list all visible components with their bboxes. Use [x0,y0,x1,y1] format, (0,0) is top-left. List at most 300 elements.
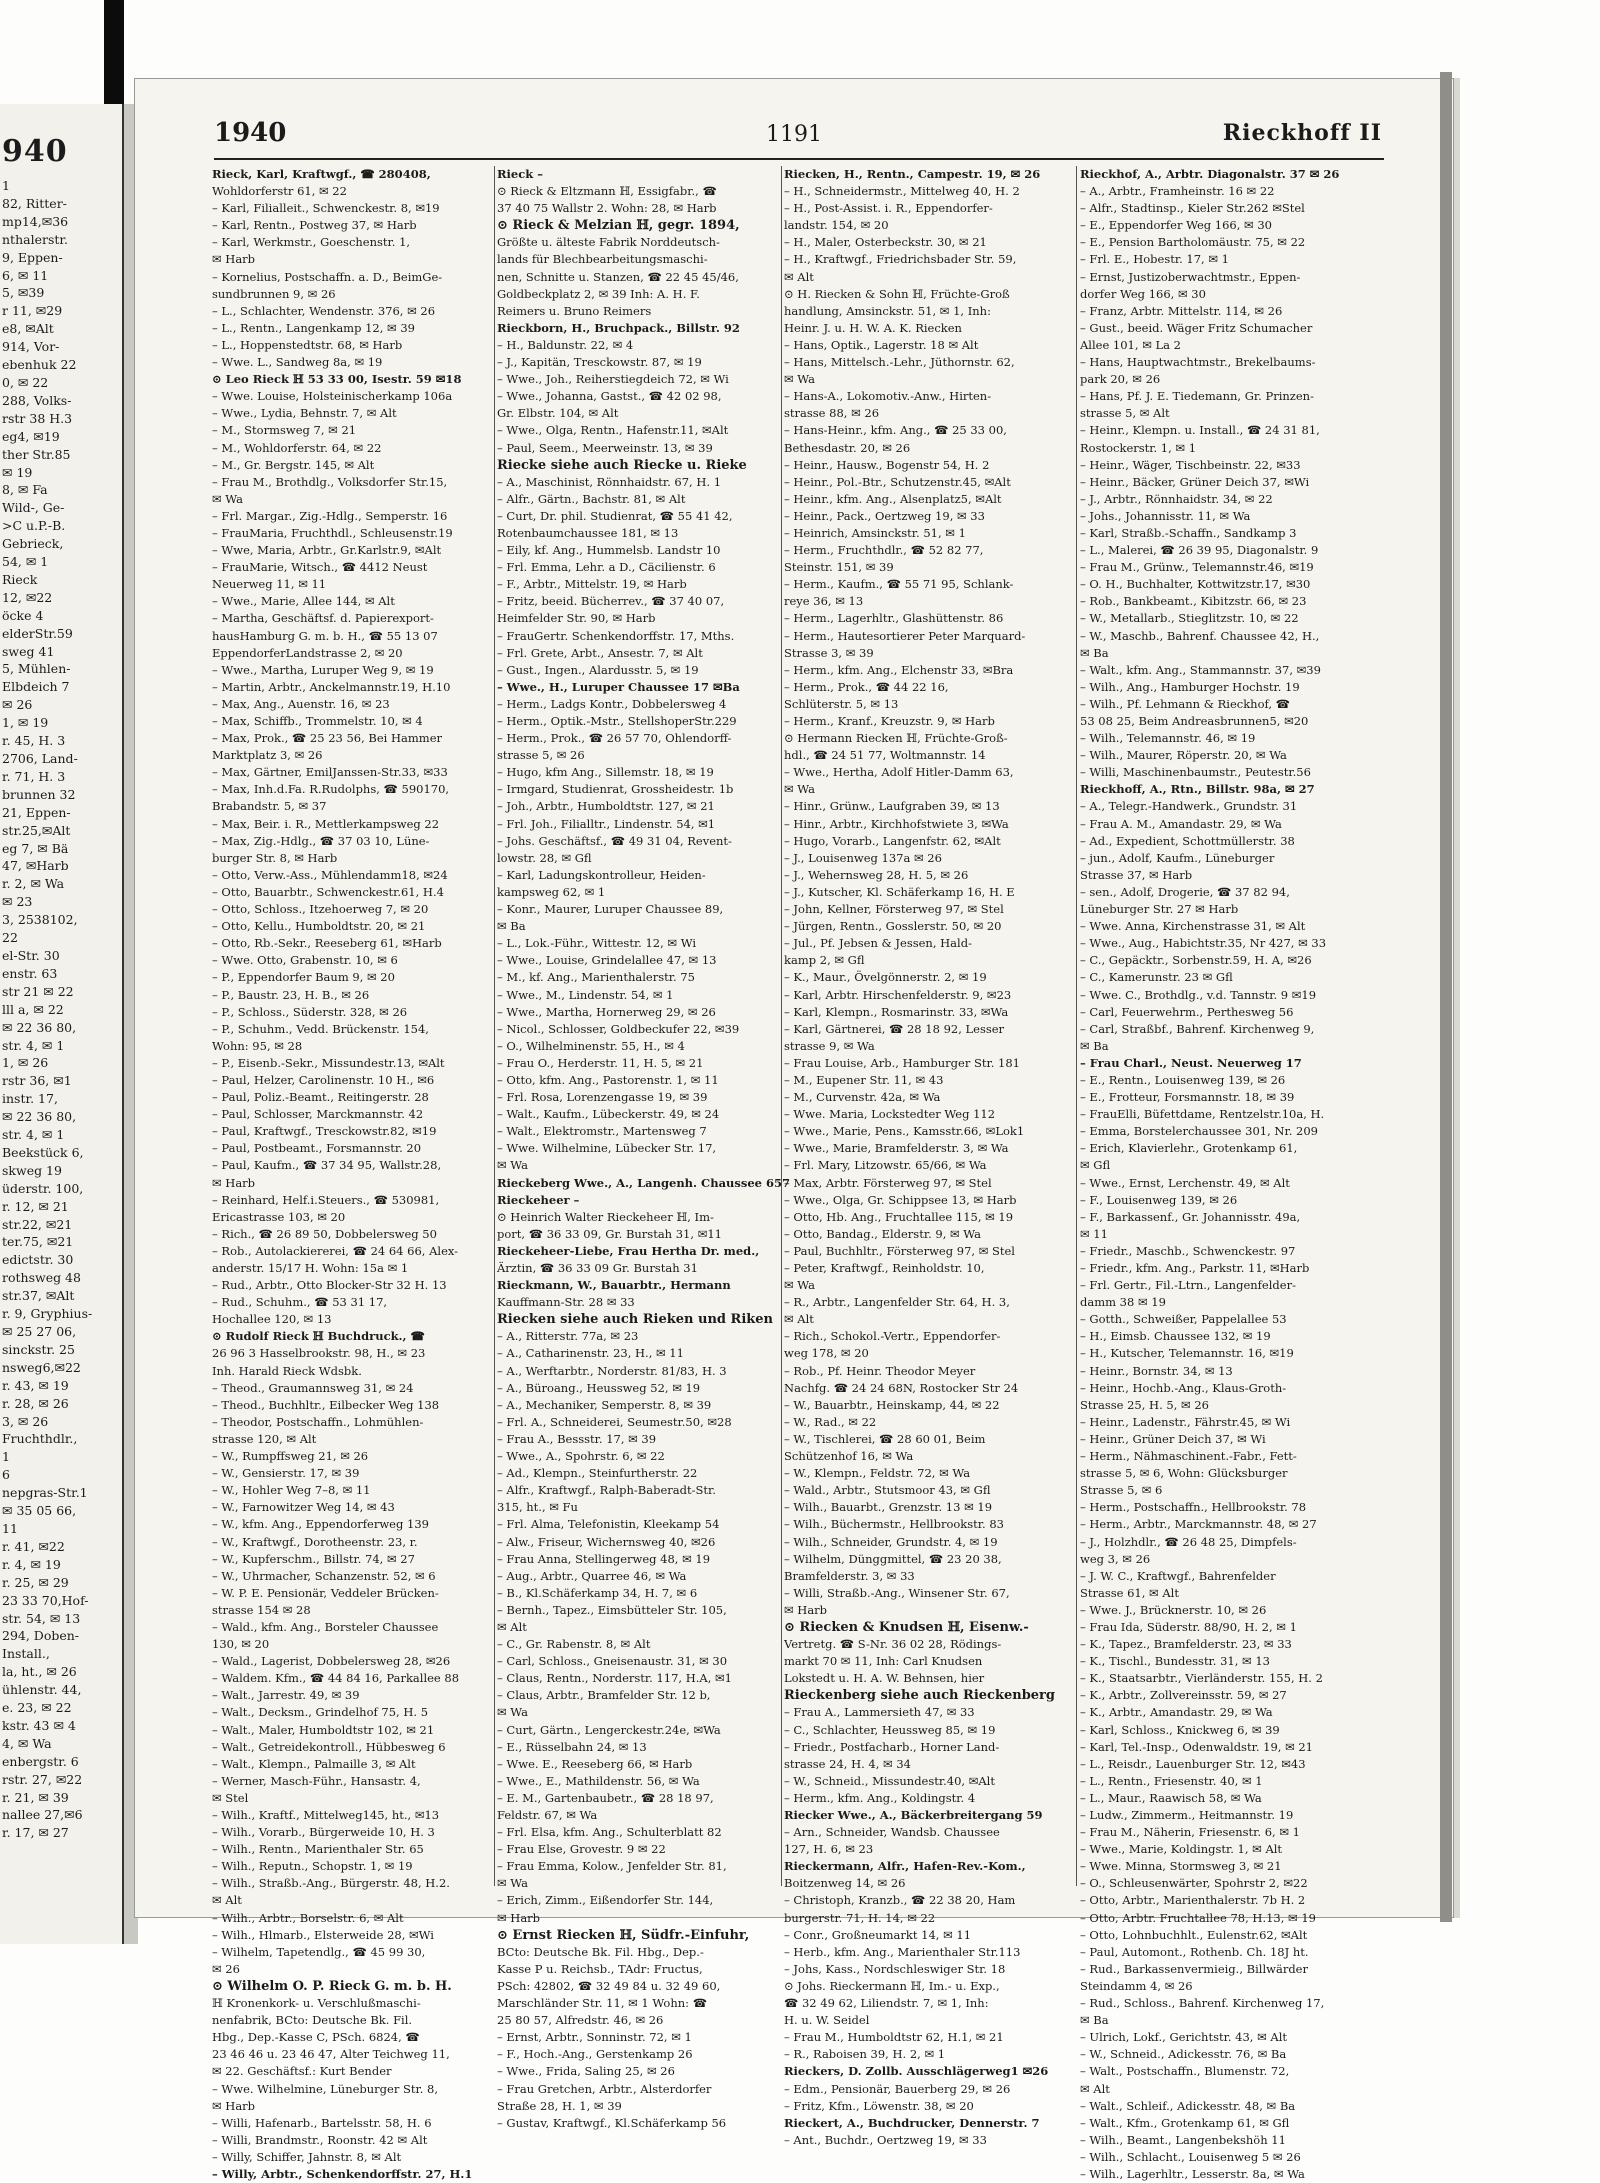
directory-entry: lands für Blechbearbeitungsmaschi- [497,252,708,267]
column-divider [494,166,495,1886]
directory-entry: – Wald., Lagerist, Dobbelersweg 28, ✉26 [212,1654,451,1669]
directory-entry: – Rud., Arbtr., Otto Blocker-Str 32 H. 13 [212,1278,447,1293]
directory-entry: – Karl, Schloss., Knickweg 6, ✉ 39 [1080,1722,1280,1737]
previous-page-line: Fruchthdlr., [2,1431,78,1447]
directory-entry: – Wwe. Wilhelmine, Lübecker Str. 17, [497,1141,717,1156]
directory-entry: strasse 88, ✉ 26 [784,406,880,421]
directory-entry: – Wilh., Schlacht., Louisenweg 5 ✉ 26 [1080,2149,1301,2164]
directory-entry: – K., Arbtr., Amandastr. 29, ✉ Wa [1080,1705,1273,1720]
directory-entry: – Wwe., Aug., Habichtstr.35, Nr 427, ✉ 33 [1080,936,1327,951]
directory-entry: – Otto, Bauarbtr., Schwenckestr.61, H.4 [212,884,444,899]
directory-entry: – Wilhelm, Dünggmittel, ☎ 23 20 38, [784,1551,1002,1566]
previous-page-line: str. 4, ✉ 1 [2,1037,65,1053]
directory-entry: – W., Maschb., Bahrenf. Chaussee 42, H., [1080,628,1320,643]
directory-entry: – Hugo, Vorarb., Langenfstr. 62, ✉Alt [784,833,1001,848]
directory-entry: – Frl. Margar., Zig.-Hdlg., Semperstr. 16 [212,508,448,523]
previous-page-line: r. 71, H. 3 [2,768,66,784]
directory-entry: – Wilh., Reputn., Schopstr. 1, ✉ 19 [212,1859,413,1874]
previous-page-line: Gebrieck, [2,536,64,552]
directory-heading-entry: Rieck, Karl, Kraftwgf., ☎ 280408, [212,167,431,181]
previous-page-line: ✉ 26 [2,697,33,713]
directory-entry: Gr. Elbstr. 104, ✉ Alt [497,406,619,421]
directory-entry: ✉ Wa [784,372,815,387]
directory-entry: Strasse 5, ✉ 6 [1080,1483,1163,1498]
directory-entry: – Herm., Prok., ☎ 26 57 70, Ohlendorff- [497,731,732,746]
directory-entry: – M., Curvenstr. 42a, ✉ Wa [784,1090,941,1105]
scan-edge-bar [104,0,124,104]
previous-page-line: rstr 36, ✉1 [2,1073,72,1089]
previous-page-line: ✉ 25 27 06, [2,1324,77,1339]
directory-entry: – Frl. Mary, Litzowstr. 65/66, ✉ Wa [784,1158,987,1173]
directory-entry: – M., Gr. Bergstr. 145, ✉ Alt [212,457,375,472]
directory-entry: – W., Schneid., Adickesstr. 76, ✉ Ba [1080,2047,1287,2062]
previous-page-line: r. 9, Gryphius- [2,1306,93,1322]
directory-entry: – Heinr., Bäcker, Grüner Deich 37, ✉Wi [1080,474,1310,489]
directory-entry: – M., Eupener Str. 11, ✉ 43 [784,1072,944,1087]
directory-entry: ✉ Alt [1080,2081,1110,2096]
directory-entry: ✉ 11 [1080,1226,1108,1241]
directory-entry: ✉ Wa [497,1705,528,1720]
previous-page-line: 82, Ritter- [2,195,67,211]
directory-entry: – FrauGertr. Schenkendorffstr. 17, Mths. [497,628,735,643]
directory-entry: weg 178, ✉ 20 [784,1346,869,1361]
previous-page-line: >C u.P.-B. [2,518,66,534]
directory-entry: Strasse 3, ✉ 39 [784,645,874,660]
directory-entry: – Karl, Filialleit., Schwenckestr. 8, ✉19 [212,201,440,216]
directory-entry: – Rud., Schuhm., ☎ 53 31 17, [212,1295,388,1310]
directory-entry: – Frau M., Humboldtstr 62, H.1, ✉ 21 [784,2030,1004,2045]
directory-entry: Lokstedt u. H. A. W. Behnsen, hier [784,1671,985,1686]
directory-entry: – Theod., Buchhltr., Eilbecker Weg 138 [212,1397,440,1412]
directory-entry: – FrauMarie, Witsch., ☎ 4412 Neust [212,560,428,575]
directory-entry: – Heinrich, Amsinckstr. 51, ✉ 1 [784,525,966,540]
directory-entry: – Max, Arbtr. Försterweg 97, ✉ Stel [784,1175,992,1190]
directory-entry: – Hinr., Grünw., Laufgraben 39, ✉ 13 [784,799,1000,814]
directory-entry: – Wwe., Johanna, Gastst., ☎ 42 02 98, [497,389,722,404]
directory-entry: – Herm., kfm. Ang., Koldingstr. 4 [784,1790,976,1805]
directory-entry: – Johs. Geschäftsf., ☎ 49 31 04, Revent- [497,833,732,848]
directory-entry: ✉ Ba [1080,1038,1109,1053]
directory-entry: – Nicol., Schlosser, Goldbeckufer 22, ✉39 [497,1021,740,1036]
directory-entry: – Alfr., Stadtinsp., Kieler Str.262 ✉Stel [1080,201,1305,216]
directory-entry: – Bernh., Tapez., Eimsbütteler Str. 105, [497,1602,727,1617]
directory-entry: – Frau M., Näherin, Friesenstr. 6, ✉ 1 [1080,1825,1300,1840]
directory-entry: – Ad., Expedient, Schottmüllerstr. 38 [1080,833,1295,848]
directory-entry: nenfabrik, BCto: Deutsche Bk. Fil. [212,2013,413,2028]
directory-entry: – Paul, Kraftwgf., Tresckowstr.82, ✉19 [212,1124,437,1139]
directory-entry: – Herm., Ladgs Kontr., Dobbelersweg 4 [497,696,727,711]
directory-entry: – J., Kutscher, Kl. Schäferkamp 16, H. E [784,884,1015,899]
directory-entry: – Hans, Pf. J. E. Tiedemann, Gr. Prinzen- [1080,389,1314,404]
directory-entry: Marschländer Str. 11, ✉ 1 Wohn: ☎ [497,1996,708,2011]
directory-entry: – Otto, Kellu., Humboldtstr. 20, ✉ 21 [212,919,426,934]
directory-entry: – Herm., Nähmaschinent.-Fabr., Fett- [1080,1449,1297,1464]
directory-entry: – R., Arbtr., Langenfelder Str. 64, H. 3, [784,1295,1010,1310]
directory-entry: – A., Mechaniker, Semperstr. 8, ✉ 39 [497,1397,712,1412]
directory-entry: park 20, ✉ 26 [1080,372,1161,387]
directory-entry: – Wald., Arbtr., Stutsmoor 43, ✉ Gfl [784,1483,991,1498]
header-rule [214,158,1384,160]
directory-entry: ⊙ Hermann Riecken ℍ, Früchte-Groß- [784,731,1008,746]
directory-entry: – E., Rüsselbahn 24, ✉ 13 [497,1739,647,1754]
directory-entry: Goldbeckplatz 2, ✉ 39 Inh: A. H. F. [497,286,700,301]
directory-entry: – Heinr., Pack., Oertzweg 19, ✉ 33 [784,508,985,523]
previous-page-line: enstr. 63 [2,965,58,981]
directory-entry: – L., Reisdr., Lauenburger Str. 12, ✉43 [1080,1756,1306,1771]
directory-entry: – Curt, Gärtn., Lengerckestr.24e, ✉Wa [497,1722,721,1737]
previous-page-line: 11 [2,1520,18,1536]
directory-entry: – Wilh., Straßb.-Ang., Bürgerstr. 48, H.2. [212,1876,450,1891]
directory-entry: – Frau O., Herderstr. 11, H. 5, ✉ 21 [497,1055,704,1070]
directory-entry: – Wilh., Arbtr., Borselstr. 6, ✉ Alt [212,1910,404,1925]
directory-entry: – Heinr., Wäger, Tischbeinstr. 22, ✉33 [1080,457,1301,472]
directory-entry: – Heinr., Ladenstr., Fährstr.45, ✉ Wi [1080,1414,1291,1429]
directory-entry: – Heinr., Hochb.-Ang., Klaus-Groth- [1080,1380,1287,1395]
previous-page-line: edictstr. 30 [2,1252,74,1268]
directory-entry: – Wwe., Martha, Luruper Weg 9, ✉ 19 [212,662,434,677]
directory-entry: – Otto, Rb.-Sekr., Reeseberg 61, ✉Harb [212,936,442,951]
directory-heading-entry: ⊙ Rudolf Rieck ℍ Buchdruck., ☎ [212,1329,425,1344]
directory-heading-entry: Rieckert, A., Buchdrucker, Dennerstr. 7 [784,2115,1040,2130]
directory-entry: ✉ Harb [212,2098,256,2113]
previous-page-line: Wild-, Ge- [2,500,65,516]
directory-entry: – Frau Ida, Süderstr. 88/90, H. 2, ✉ 1 [1080,1619,1297,1634]
directory-entry: PSch: 42802, ☎ 32 49 84 u. 32 49 60, [497,1978,721,1993]
directory-entry: – Walt., Kaufm., Lübeckerstr. 49, ✉ 24 [497,1107,720,1122]
directory-entry: – C., Gepäcktr., Sorbenstr.59, H. A, ✉26 [1080,953,1312,968]
directory-entry: – L., Malerei, ☎ 26 39 95, Diagonalstr. 9 [1080,543,1319,558]
directory-entry: nen, Schnitte u. Stanzen, ☎ 22 45 45/46, [497,269,739,284]
directory-entry: – P., Eppendorfer Baum 9, ✉ 20 [212,970,395,985]
directory-entry: – Heinr., Grüner Deich 37, ✉ Wi [1080,1431,1266,1446]
directory-entry: – Max, Schiffb., Trommelstr. 10, ✉ 4 [212,714,423,728]
directory-heading-entry: Rieckmann, W., Bauarbtr., Hermann [497,1278,731,1293]
directory-entry: – Frau A. M., Amandastr. 29, ✉ Wa [1080,816,1282,831]
directory-entry: – Ad., Klempn., Steinfurtherstr. 22 [497,1466,698,1481]
directory-entry: – Walt., Klempn., Palmaille 3, ✉ Alt [212,1756,416,1771]
directory-entry: – P., Eisenb.-Sekr., Missundestr.13, ✉Alt [212,1055,445,1070]
directory-entry: – Frau Else, Grovestr. 9 ✉ 22 [497,1842,666,1857]
directory-entry: – Wwe., Marie, Bramfelderstr. 3, ✉ Wa [784,1141,1009,1156]
directory-entry: sundbrunnen 9, ✉ 26 [212,286,336,301]
directory-entry: – Heinr., kfm. Ang., Alsenplatz5, ✉Alt [784,491,1002,506]
directory-entry: – Frl. Gertr., Fil.-Ltrn., Langenfelder- [1080,1278,1296,1293]
directory-heading-entry: Rieckers, D. Zollb. Ausschlägerweg1 ✉26 [784,2064,1049,2079]
directory-entry: – Rob., Pf. Heinr. Theodor Meyer [784,1363,976,1378]
directory-entry: 37 40 75 Wallstr 2. Wohn: 28, ✉ Harb [497,201,717,216]
directory-heading-entry: – Frau Charl., Neust. Neuerweg 17 [1080,1055,1302,1070]
directory-entry: – W., Tischlerei, ☎ 28 60 01, Beim [784,1431,986,1446]
directory-entry: – Wwe. Otto, Grabenstr. 10, ✉ 6 [212,953,398,968]
directory-entry: – Walt., kfm. Ang., Stammannstr. 37, ✉39 [1080,662,1321,677]
directory-entry: – Rud., Barkassenvermieig., Billwärder [1080,1961,1308,1976]
directory-entry: – Wwe., Martha, Hornerweg 29, ✉ 26 [497,1004,716,1019]
previous-page-line: ther Str.85 [2,446,71,462]
directory-entry: – Hans, Optik., Lagerstr. 18 ✉ Alt [784,337,979,352]
directory-entry: – Jürgen, Rentn., Gosslerstr. 50, ✉ 20 [784,919,1002,934]
previous-page-line: ✉ 35 05 66, [2,1503,77,1519]
directory-entry: – Wilh., Hlmarb., Elsterweide 28, ✉Wi [212,1927,434,1942]
directory-entry: – Martha, Geschäftsf. d. Papierexport- [212,611,434,626]
previous-page-line: str 21 ✉ 22 [2,983,74,999]
directory-entry: – Wilh., Lagerhltr., Lesserstr. 8a, ✉ Wa [1080,2166,1305,2181]
previous-page-line: ✉ 22 36 80, [2,1019,77,1035]
directory-heading-entry: Riecke siehe auch Riecke u. Rieke [497,457,747,473]
directory-entry: – Wwe., Olga, Gr. Schippsee 13, ✉ Harb [784,1192,1017,1207]
directory-entry: – Wwe, Maria, Arbtr., Gr.Karlstr.9, ✉Alt [212,543,442,558]
directory-entry: – P., Baustr. 23, H. B., ✉ 26 [212,987,370,1002]
directory-entry: handlung, Amsinckstr. 51, ✉ 1, Inh: [784,303,991,318]
directory-entry: – J., Arbtr., Rönnhaidstr. 34, ✉ 22 [1080,491,1273,506]
directory-entry: – Alw., Friseur, Wichernsweg 40, ✉26 [497,1534,716,1549]
directory-entry: – Wilh., Kraftf., Mittelweg145, ht., ✉13 [212,1808,440,1822]
directory-entry: – Frl. Grete, Arbt., Ansestr. 7, ✉ Alt [497,645,703,660]
directory-heading-entry: Riecker Wwe., A., Bäckerbreitergang 59 [784,1808,1043,1822]
directory-column-2 [497,166,790,2130]
previous-page-line: r. 25, ✉ 29 [2,1574,69,1590]
directory-entry: – B., Kl.Schäferkamp 34, H. 7, ✉ 6 [497,1585,698,1600]
directory-entry: – P., Schuhm., Vedd. Brückenstr. 154, [212,1021,429,1036]
previous-page-line: nepgras-Str.1 [2,1485,88,1501]
previous-page-line: el-Str. 30 [2,947,60,963]
directory-entry: ✉ Alt [497,1619,527,1634]
directory-entry: ✉ Wa [497,1158,528,1173]
directory-entry: anderstr. 15/17 H. Wohn: 15a ✉ 1 [212,1261,409,1275]
directory-entry: – Karl, Werkmstr., Goeschenstr. 1, [212,235,411,250]
directory-heading-entry: ⊙ Riecken & Knudsen ℍ, Eisenw.- [784,1619,1029,1635]
directory-entry: – Willi, Maschinenbaumstr., Peutestr.56 [1080,765,1311,780]
column-divider [781,166,782,1886]
directory-entry: – Friedr., Postfacharb., Horner Land- [784,1739,1000,1754]
directory-entry: – Rob., Autolackiererei, ☎ 24 64 66, Alex- [212,1243,459,1258]
directory-entry: Bramfelderstr. 3, ✉ 33 [784,1568,915,1583]
directory-entry: EppendorferLandstrasse 2, ✉ 20 [212,645,403,660]
directory-entry: hausHamburg G. m. b. H., ☎ 55 13 07 [212,628,438,643]
previous-page-line: ✉ 23 [2,894,33,910]
directory-entry: – Wwe. E., Reeseberg 66, ✉ Harb [497,1756,693,1771]
directory-entry: – H., Post-Assist. i. R., Eppendorfer- [784,201,993,216]
previous-page-line: r. 12, ✉ 21 [2,1198,69,1214]
directory-entry: – P., Schloss., Süderstr. 328, ✉ 26 [212,1004,408,1019]
directory-entry: – Max, Ang., Auenstr. 16, ✉ 23 [212,696,390,711]
directory-entry: – Herb., kfm. Ang., Marienthaler Str.113 [784,1944,1021,1959]
directory-heading-entry: – Wwe., H., Luruper Chaussee 17 ✉Ba [497,679,740,694]
previous-page-line: 4, ✉ Wa [2,1735,52,1751]
directory-entry: Strasse 25, H. 5, ✉ 26 [1080,1397,1209,1412]
previous-page-line: ✉ 22 36 80, [2,1109,77,1125]
directory-entry: – O. H., Buchhalter, Kottwitzstr.17, ✉30 [1080,577,1311,592]
directory-entry: – Wilh., Bauarbt., Grenzstr. 13 ✉ 19 [784,1500,993,1515]
directory-entry: – Reinhard, Helf.i.Steuers., ☎ 530981, [212,1192,440,1207]
directory-entry: ✉ Gfl [1080,1158,1111,1173]
directory-entry: Strasse 61, ✉ Alt [1080,1585,1179,1600]
directory-entry: – Wwe., Louise, Grindelallee 47, ✉ 13 [497,953,717,968]
directory-entry: – W., Uhrmacher, Schanzenstr. 52, ✉ 6 [212,1568,436,1583]
directory-entry: – Ludw., Zimmerm., Heitmannstr. 19 [1080,1808,1294,1822]
directory-entry: – C., Schlachter, Heussweg 85, ✉ 19 [784,1722,996,1737]
previous-page-line: rstr. 27, ✉22 [2,1771,83,1787]
directory-entry: Schlüterstr. 5, ✉ 13 [784,696,899,711]
page-year: 1940 [214,118,287,148]
directory-entry: – Joh., Arbtr., Humboldtstr. 127, ✉ 21 [497,799,715,814]
directory-entry: – Wwe. J., Brücknerstr. 10, ✉ 26 [1080,1602,1267,1617]
directory-entry: – Hans, Hauptwachtmstr., Brekelbaums- [1080,355,1316,370]
directory-entry: – Hinr., Arbtr., Kirchhofstwiete 3, ✉Wa [784,816,1009,831]
previous-page-line: ter.75, ✉21 [2,1234,74,1250]
directory-entry: – J., Holzhdlr., ☎ 26 48 25, Dimpfels- [1080,1534,1297,1549]
directory-entry: – Wald., kfm. Ang., Borsteler Chaussee [212,1619,439,1634]
directory-entry: – Herm., Kaufm., ☎ 55 71 95, Schlank- [784,577,1014,592]
directory-entry: landstr. 154, ✉ 20 [784,218,889,233]
directory-entry: 25 80 57, Alfredstr. 46, ✉ 26 [497,2013,664,2028]
directory-entry: strasse 24, H. 4, ✉ 34 [784,1756,911,1771]
directory-entry: weg 3, ✉ 26 [1080,1551,1151,1566]
directory-entry: – Otto, kfm. Ang., Pastorenstr. 1, ✉ 11 [497,1072,719,1087]
directory-entry: – O., Wilhelminenstr. 55, H., ✉ 4 [497,1038,685,1053]
previous-page-line: 3, 2538102, [2,912,78,928]
previous-page-line: str.25,✉Alt [2,822,71,838]
directory-entry: – Hugo, kfm Ang., Sillemstr. 18, ✉ 19 [497,765,714,780]
directory-entry: – Frau A., Bessstr. 17, ✉ 39 [497,1431,657,1446]
previous-page-line: r. 41, ✉22 [2,1538,65,1554]
directory-entry: – Conr., Großneumarkt 14, ✉ 11 [784,1927,972,1942]
directory-entry: – Karl, Tel.-Insp., Odenwaldstr. 19, ✉ 21 [1080,1739,1313,1754]
directory-entry: – Max, Prok., ☎ 25 23 56, Bei Hammer [212,731,443,746]
previous-page-line: sinckstr. 25 [2,1341,75,1357]
previous-page-line: rstr 38 H.3 [2,410,73,426]
directory-entry: – Walt., Jarrestr. 49, ✉ 39 [212,1688,360,1703]
directory-entry: – Otto, Hb. Ang., Fruchtallee 115, ✉ 19 [784,1209,1014,1224]
directory-heading-entry: Rieckborn, H., Bruchpack., Billstr. 92 [497,320,740,335]
directory-heading-entry: Rieckermann, Alfr., Hafen-Rev.-Kom., [784,1859,1026,1874]
directory-entry: ✉ 22. Geschäftsf.: Kurt Bender [212,2064,392,2079]
directory-entry: – W., Kraftwgf., Dorotheenstr. 23, r. [212,1534,418,1549]
directory-entry: burgerstr. 71, H. 14, ✉ 22 [784,1910,936,1925]
directory-entry: – H., Kutscher, Telemannstr. 16, ✉19 [1080,1346,1294,1361]
directory-entry: – Wwe. Wilhelmine, Lüneburger Str. 8, [212,2081,439,2096]
directory-heading-entry: Rieckhoff, A., Rtn., Billstr. 98a, ✉ 27 [1080,782,1315,797]
directory-entry: – W., Kupferschm., Billstr. 74, ✉ 27 [212,1551,415,1566]
previous-page-line: str.22, ✉21 [2,1216,73,1232]
directory-entry: – Jul., Pf. Jebsen & Jessen, Hald- [784,936,972,951]
directory-entry: – Karl, Straßb.-Schaffn., Sandkamp 3 [1080,525,1297,540]
directory-entry: – E., Eppendorfer Weg 166, ✉ 30 [1080,218,1272,233]
previous-page-line: 288, Volks- [2,392,72,408]
directory-entry: – W., Rad., ✉ 22 [784,1414,877,1429]
previous-page-line: 21, Eppen- [2,804,71,820]
directory-entry: – Walt., Maler, Humboldtstr 102, ✉ 21 [212,1722,435,1737]
directory-entry: – Frau M., Brothdlg., Volksdorfer Str.15, [212,474,448,489]
previous-page-line: mp14,✉36 [2,213,69,229]
directory-entry: – Otto, Verw.-Ass., Mühlendamm18, ✉24 [212,867,448,882]
directory-entry: – Hans-Heinr., kfm. Ang., ☎ 25 33 00, [784,423,1007,438]
previous-page-line: skweg 19 [2,1162,62,1178]
directory-entry: – Alfr., Gärtn., Bachstr. 81, ✉ Alt [497,491,686,506]
directory-entry: – Konr., Maurer, Luruper Chaussee 89, [497,902,724,917]
previous-page-line: e. 23, ✉ 22 [2,1700,72,1716]
directory-entry: – Heinr., Klempn. u. Install., ☎ 24 31 81, [1080,423,1320,438]
directory-column-4 [1080,166,1380,2181]
directory-entry: Reimers u. Bruno Reimers [497,303,652,318]
directory-entry: ✉ Harb [212,252,256,267]
directory-entry: – Claus, Arbtr., Bramfelder Str. 12 b, [497,1688,711,1703]
previous-page-line: r 11, ✉29 [2,303,63,319]
previous-page-line: r. 43, ✉ 19 [2,1377,69,1393]
previous-page-line: 3, ✉ 26 [2,1413,49,1429]
directory-entry: ✉ Harb [212,1175,256,1190]
directory-entry: – Paul, Schlosser, Marckmannstr. 42 [212,1107,424,1122]
directory-entry: – Willi, Hafenarb., Bartelsstr. 58, H. 6 [212,2115,432,2130]
directory-entry: – Wwe., M., Lindenstr. 54, ✉ 1 [497,987,674,1002]
previous-page-line: 9, Eppen- [2,249,63,265]
directory-entry: ⊙ H. Riecken & Sohn ℍ, Früchte-Groß [784,286,1010,301]
directory-entry: port, ☎ 36 33 09, Gr. Burstah 31, ✉11 [497,1226,722,1241]
directory-heading-entry: Riecken siehe auch Rieken und Riken [497,1312,773,1328]
directory-entry: – Frl. Alma, Telefonistin, Kleekamp 54 [497,1517,720,1532]
directory-heading-entry: ⊙ Leo Rieck ℍ 53 33 00, Isestr. 59 ✉18 [212,372,462,387]
previous-page-line: ✉ 19 [2,464,33,480]
directory-entry: – Emma, Borstelerchaussee 301, Nr. 209 [1080,1124,1318,1139]
directory-entry: 26 96 3 Hasselbrookstr. 98, H., ✉ 23 [212,1346,426,1361]
directory-entry: – A., Büroang., Heussweg 52, ✉ 19 [497,1380,701,1395]
directory-entry: Hbg., Dep.-Kasse C, PSch. 6824, ☎ [212,2030,420,2045]
directory-entry: strasse 120, ✉ Alt [212,1431,317,1446]
directory-entry: ✉ Wa [497,1876,528,1891]
directory-entry: ✉ Wa [212,491,243,506]
directory-entry: – R., Raboisen 39, H. 2, ✉ 1 [784,2047,946,2062]
previous-page-line: 5, ✉39 [2,285,45,301]
directory-entry: – Carl, Straßbf., Bahrenf. Kirchenweg 9, [1080,1021,1315,1036]
previous-page-line: 294, Doben- [2,1628,80,1644]
previous-page-line: 914, Vor- [2,339,60,355]
directory-entry: – Martin, Arbtr., Anckelmannstr.19, H.10 [212,679,451,694]
previous-page-line: nsweg6,✉22 [2,1359,81,1375]
directory-entry: – Wwe., Marie, Pens., Kamsstr.66, ✉Lok1 [784,1124,1025,1139]
directory-entry: – Herm., Kranf., Kreuzstr. 9, ✉ Harb [784,714,995,728]
directory-entry: – Wilh., Vorarb., Bürgerweide 10, H. 3 [212,1825,435,1840]
directory-entry: – Wwe., Marie, Allee 144, ✉ Alt [212,594,395,609]
previous-page-line: 1 [2,1449,10,1465]
directory-entry: – Otto, Lohnbuchhlt., Eulenstr.62, ✉Alt [1080,1927,1308,1942]
previous-page-line: 54, ✉ 1 [2,554,49,570]
directory-entry: – K., Staatsarbtr., Vierländerstr. 155, H. 2 [1080,1671,1323,1686]
directory-entry: – Frl. Rosa, Lorenzengasse 19, ✉ 39 [497,1090,708,1105]
directory-entry: – Wilh., Maurer, Röperstr. 20, ✉ Wa [1080,748,1287,763]
directory-entry: – Hans-A., Lokomotiv.-Anw., Hirten- [784,389,992,404]
directory-entry: – K., Tapez., Bramfelderstr. 23, ✉ 33 [1080,1637,1292,1652]
previous-page-line: nallee 27,✉6 [2,1807,83,1823]
directory-entry: – W., Gensierstr. 17, ✉ 39 [212,1466,360,1481]
directory-entry: – E., Pension Bartholomäustr. 75, ✉ 22 [1080,235,1306,250]
directory-entry: – A., Maschinist, Rönnhaidstr. 67, H. 1 [497,474,722,489]
directory-entry: Ärztin, ☎ 36 33 09 Gr. Burstah 31 [497,1261,698,1275]
directory-entry: – Fritz, beeid. Bücherrev., ☎ 37 40 07, [497,594,725,609]
directory-entry: markt 70 ✉ 11, Inh: Carl Knudsen [784,1654,983,1669]
previous-page-line: 0, ✉ 22 [2,374,49,390]
directory-entry: – Wilh., Büchermstr., Hellbrookstr. 83 [784,1517,1004,1532]
directory-entry: – Frau Emma, Kolow., Jenfelder Str. 81, [497,1859,727,1874]
directory-entry: – sen., Adolf, Drogerie, ☎ 37 82 94, [1080,884,1290,899]
directory-entry: – Rich., ☎ 26 89 50, Dobbelersweg 50 [212,1226,437,1241]
directory-entry: – Wilh., Schneider, Grundstr. 4, ✉ 19 [784,1534,998,1549]
directory-entry: – Walt., Decksm., Grindelhof 75, H. 5 [212,1705,429,1720]
previous-page-line: 1 [2,178,10,193]
directory-entry: – Wwe. Minna, Stormsweg 3, ✉ 21 [1080,1859,1282,1874]
directory-entry: – Wwe., Ernst, Lerchenstr. 49, ✉ Alt [1080,1175,1290,1190]
page-edge [1440,72,1452,1922]
directory-entry: Heimfelder Str. 90, ✉ Harb [497,611,656,626]
directory-entry: H. u. W. Seidel [784,2013,870,2028]
